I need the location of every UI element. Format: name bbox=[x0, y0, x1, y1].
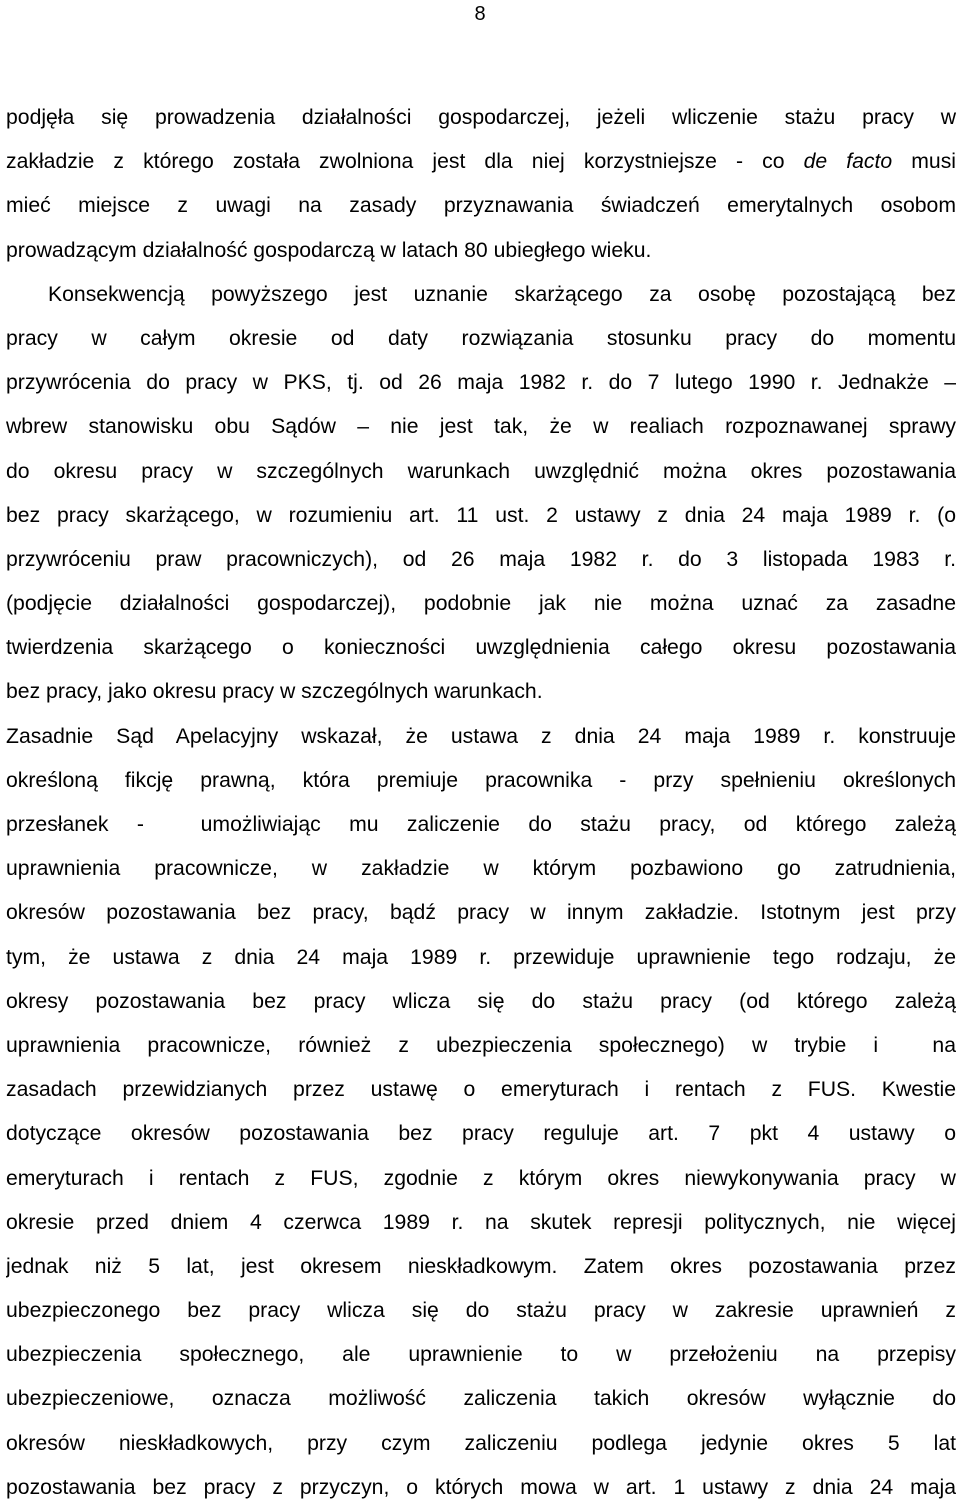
line-text: przywrócenia do pracy w PKS, tj. od 26 maja 1982 r. do 7 lutego 1990 r. Jednakże – bbox=[6, 371, 956, 395]
line-text: okresów pozostawania bez pracy, bądź pracy w innym zakładzie. Istotnym jest przy bbox=[6, 901, 956, 925]
text-line bbox=[6, 1245, 956, 1289]
text-line bbox=[6, 494, 956, 538]
line-text: ubezpieczeniowe, oznacza możliwość zaliczenia takich okresów wyłącznie do bbox=[6, 1387, 956, 1411]
text-line bbox=[6, 1333, 956, 1377]
line-text: wbrew stanowisku obu Sądów – nie jest tak, że w realiach rozpoznawanej sprawy bbox=[6, 415, 956, 439]
text-line bbox=[6, 670, 956, 714]
line-text: podjęła się prowadzenia działalności gospodarczej, jeżeli wliczenie stażu pracy w bbox=[6, 106, 956, 129]
line-text: uprawnienia pracownicze, w zakładzie w którym pozbawiono go zatrudnienia, bbox=[6, 857, 956, 881]
text-line bbox=[6, 936, 956, 980]
line-text: określoną fikcję prawną, która premiuje pracownika - przy spełnieniu określonych bbox=[6, 768, 956, 792]
italic-term: de facto bbox=[803, 150, 893, 174]
text-line bbox=[6, 405, 956, 449]
line-text: bez pracy, jako okresu pracy w szczególnych warunkach. bbox=[6, 680, 543, 704]
text-line bbox=[6, 1466, 956, 1510]
line-text: Konsekwencją powyższego jest uznanie skarżącego za osobę pozostającą bez bbox=[48, 282, 956, 306]
text-line bbox=[6, 626, 956, 670]
text-line bbox=[6, 1377, 956, 1421]
line-text: Zasadnie Sąd Apelacyjny wskazał, że ustawa z dnia 24 maja 1989 r. konstruuje bbox=[6, 724, 956, 748]
text-line bbox=[6, 538, 956, 582]
line-text: zasadach przewidzianych przez ustawę o emeryturach i rentach z FUS. Kwestie bbox=[6, 1078, 956, 1102]
text-line bbox=[6, 184, 956, 228]
text-line bbox=[6, 450, 956, 494]
line-text: prowadzącym działalność gospodarczą w latach 80 ubiegłego wieku. bbox=[6, 238, 652, 262]
line-text: okresy pozostawania bez pracy wlicza się do stażu pracy (od którego zależą bbox=[6, 989, 956, 1013]
line-text-continued: musi bbox=[892, 150, 956, 174]
text-line bbox=[6, 273, 956, 317]
line-text: przesłanek - umożliwiając mu zaliczenie do stażu pracy, od którego zależą bbox=[6, 813, 956, 836]
text-line bbox=[6, 715, 956, 759]
line-text: dotyczące okresów pozostawania bez pracy reguluje art. 7 pkt 4 ustawy o bbox=[6, 1122, 956, 1146]
text-line bbox=[6, 582, 956, 626]
document-body bbox=[6, 96, 956, 1510]
text-line bbox=[6, 361, 956, 405]
text-line bbox=[6, 317, 956, 361]
text-line bbox=[6, 1157, 956, 1201]
line-text: (podjęcie działalności gospodarczej), podobnie jak nie można uznać za zasadne bbox=[6, 592, 956, 616]
text-line bbox=[6, 1422, 956, 1466]
text-line bbox=[6, 1201, 956, 1245]
text-line bbox=[6, 1289, 956, 1333]
line-text: ubezpieczenia społecznego, ale uprawnienie to w przełożeniu na przepisy bbox=[6, 1343, 956, 1367]
line-text: emeryturach i rentach z FUS, zgodnie z którym okres niewykonywania pracy w bbox=[6, 1166, 956, 1190]
text-line bbox=[6, 1024, 956, 1068]
text-line bbox=[6, 96, 956, 140]
line-text: pozostawania bez pracy z przyczyn, o których mowa w art. 1 ustawy z dnia 24 maja bbox=[6, 1475, 956, 1499]
text-line bbox=[6, 803, 956, 847]
line-text: uprawnienia pracownicze, również z ubezpieczenia społecznego) w trybie i na bbox=[6, 1033, 956, 1057]
line-text: okresie przed dniem 4 czerwca 1989 r. na skutek represji politycznych, nie więcej bbox=[6, 1210, 956, 1234]
line-text: ubezpieczonego bez pracy wlicza się do stażu pracy w zakresie uprawnień z bbox=[6, 1299, 956, 1323]
line-text: zakładzie z którego została zwolniona jest dla niej korzystniejsze - co bbox=[6, 150, 804, 174]
text-line bbox=[6, 759, 956, 803]
text-line bbox=[6, 229, 956, 273]
line-text: tym, że ustawa z dnia 24 maja 1989 r. przewiduje uprawnienie tego rodzaju, że bbox=[6, 945, 956, 969]
text-line bbox=[6, 1068, 956, 1112]
line-text: przywróceniu praw pracowniczych), od 26 maja 1982 r. do 3 listopada 1983 r. bbox=[6, 547, 956, 571]
text-line bbox=[6, 891, 956, 935]
page-number: 8 bbox=[474, 3, 486, 25]
line-text: pracy w całym okresie od daty rozwiązania stosunku pracy do momentu bbox=[6, 326, 956, 350]
line-text: mieć miejsce z uwagi na zasady przyznawania świadczeń emerytalnych osobom bbox=[6, 194, 956, 218]
line-text: jednak niż 5 lat, jest okresem nieskładkowym. Zatem okres pozostawania przez bbox=[6, 1254, 956, 1278]
line-text: do okresu pracy w szczególnych warunkach uwzględnić można okres pozostawania bbox=[6, 459, 956, 483]
text-line bbox=[6, 1112, 956, 1156]
line-text: bez pracy skarżącego, w rozumieniu art. 11 ust. 2 ustawy z dnia 24 maja 1989 r. (o bbox=[6, 503, 956, 527]
line-text: okresów nieskładkowych, przy czym zaliczeniu podlega jedynie okres 5 lat bbox=[6, 1431, 956, 1455]
text-line bbox=[6, 980, 956, 1024]
text-line bbox=[6, 140, 956, 184]
text-line bbox=[6, 847, 956, 891]
line-text: twierdzenia skarżącego o konieczności uwzględnienia całego okresu pozostawania bbox=[6, 636, 956, 660]
